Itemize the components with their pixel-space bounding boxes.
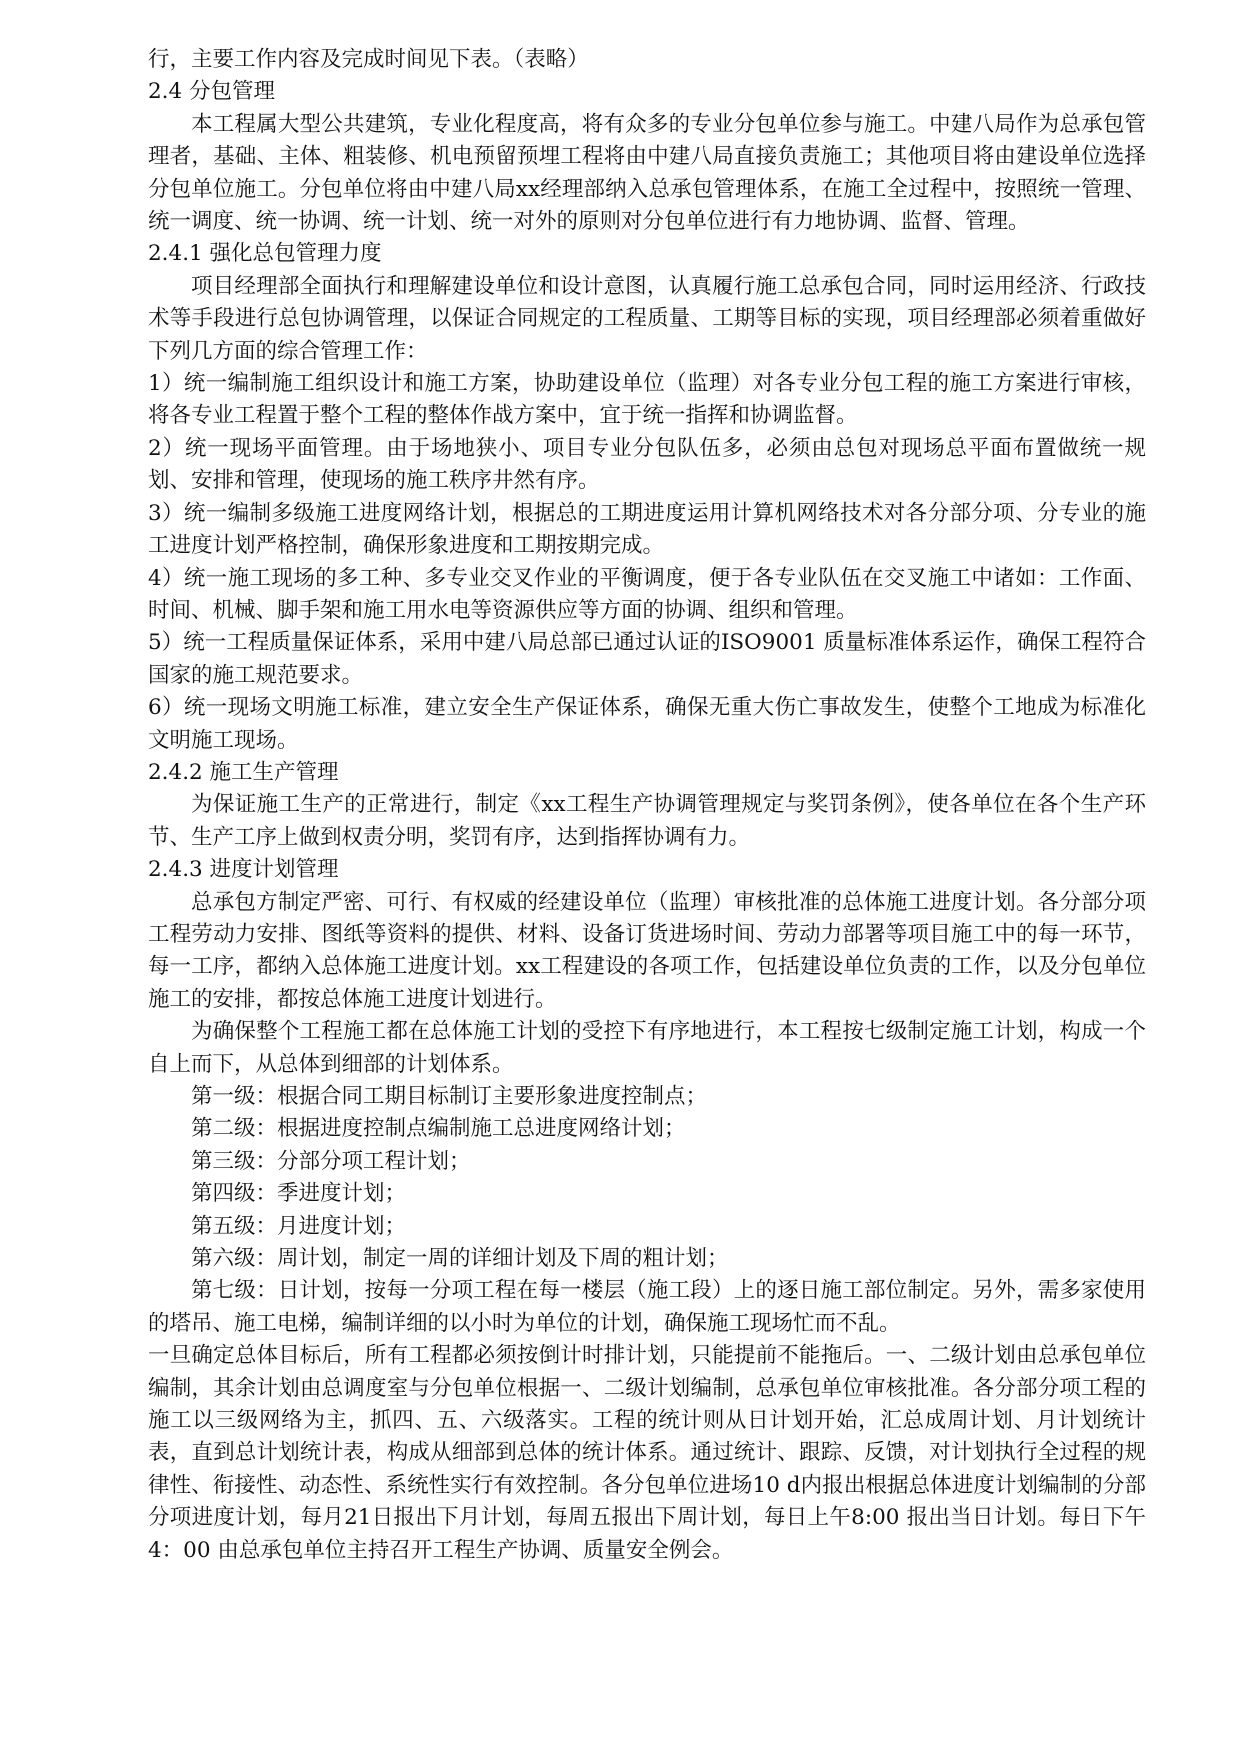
list-item: 2）统一现场平面管理。由于场地狭小、项目专业分包队伍多，必须由总包对现场总平面布置做统一规划、安排和管理，使现场的施工秩序井然有序。 xyxy=(148,435,1146,494)
level-item: 第七级：日计划，按每一分项工程在每一楼层（施工段）上的逐日施工部位制定。另外，需多家使用的塔吊、施工电梯，编制详细的以小时为单位的计划，确保施工现场忙而不乱。 xyxy=(148,1278,1146,1336)
level-item: 第二级：根据进度控制点编制施工总进度网络计划； xyxy=(191,1116,686,1142)
general-contract-paragraph: 项目经理部全面执行和理解建设单位和设计意图，认真履行施工总承包合同，同时运用经济、行政技术等手段进行总包协调管理，以保证合同规定的工程质量、工期等目标的实现，项目经理部必须着重做好下列几方面的综合管理工作： xyxy=(148,273,1146,364)
list-item: 4）统一施工现场的多工种、多专业交叉作业的平衡调度，便于各专业队伍在交叉施工中诸如：工作面、时间、机械、脚手架和施工用水电等资源供应等方面的协调、组织和管理。 xyxy=(148,565,1146,623)
section-heading-2-4: 2.4 分包管理 xyxy=(148,79,276,105)
level-item: 第五级：月进度计划； xyxy=(191,1213,407,1239)
list-item: 1）统一编制施工组织设计和施工方案，协助建设单位（监理）对各专业分包工程的施工方案进行审核，将各专业工程置于整个工程的整体作战方案中，宜于统一指挥和协调监督。 xyxy=(148,371,1146,429)
section-heading-2-4-2: 2.4.2 施工生产管理 xyxy=(148,759,339,785)
final-paragraph: 一旦确定总体目标后，所有工程都必须按倒计时排计划，只能提前不能拖后。一、二级计划由总承包单位编制，其余计划由总调度室与分包单位根据一、二级计划编制，总承包单位审核批准。各分部分项工程的施工以三级网络为主，抓四、五、六级落实。工程的统计则从日计划开始，汇总成周计划、月计划统计表，直到总计划统计表，构成从细部到总体的统计体系。通过统计、跟踪、反馈，对计划执行全过程的规律性、衔接性、动态性、系统性实行有效控制。各分包单位进场10 d内报出根据总体进度计划编制的分部分项进度计划，每月21日报出下月计划，每周五报出下周计划，每日上午8:00 报出当日计划。每日下午4：00 由总承包单位主持召开工程生产协调、质量安全例会。 xyxy=(148,1343,1146,1563)
subcontract-paragraph: 本工程属大型公共建筑，专业化程度高，将有众多的专业分包单位参与施工。中建八局作为总承包管理者，基础、主体、粗装修、机电预留预埋工程将由中建八局直接负责施工；其他项目将由建设单位选择分包单位施工。分包单位将由中建八局xx经理部纳入总承包管理体系，在施工全过程中，按照统一管理、统一调度、统一协调、统一计划、统一对外的原则对分包单位进行有力地协调、监督、管理。 xyxy=(148,111,1146,235)
level-item: 第六级：周计划，制定一周的详细计划及下周的粗计划； xyxy=(191,1246,729,1272)
production-paragraph: 为保证施工生产的正常进行，制定《xx工程生产协调管理规定与奖罚条例》，使各单位在各个生产环节、生产工序上做到权责分明，奖罚有序，达到指挥协调有力。 xyxy=(148,792,1146,850)
level-item: 第四级：季进度计划； xyxy=(191,1181,407,1207)
intro-paragraph: 行，主要工作内容及完成时间见下表。（表略） xyxy=(148,47,589,72)
list-item: 6）统一现场文明施工标准，建立安全生产保证体系，确保无重大伤亡事故发生，使整个工地成为标准化文明施工现场。 xyxy=(148,695,1146,753)
schedule-paragraph-a: 总承包方制定严密、可行、有权威的经建设单位（监理）审核批准的总体施工进度计划。各分部分项工程劳动力安排、图纸等资料的提供、材料、设备订货进场时间、劳动力部署等项目施工中的每一环节，每一工序，都纳入总体施工进度计划。xx工程建设的各项工作，包括建设单位负责的工作，以及分包单位施工的安排，都按总体施工进度计划进行。 xyxy=(148,889,1146,1012)
section-heading-2-4-1: 2.4.1 强化总包管理力度 xyxy=(148,241,382,267)
level-item: 第三级：分部分项工程计划； xyxy=(191,1148,471,1174)
section-heading-2-4-3: 2.4.3 进度计划管理 xyxy=(148,857,339,883)
list-item: 5）统一工程质量保证体系，采用中建八局总部已通过认证的ISO9001 质量标准体系运作，确保工程符合国家的施工规范要求。 xyxy=(148,630,1146,688)
level-item: 第一级：根据合同工期目标制订主要形象进度控制点； xyxy=(191,1084,708,1109)
schedule-paragraph-b: 为确保整个工程施工都在总体施工计划的受控下有序地进行，本工程按七级制定施工计划，构成一个自上而下，从总体到细部的计划体系。 xyxy=(148,1019,1146,1077)
document-page xyxy=(148,44,1146,1567)
list-item: 3）统一编制多级施工进度网络计划，根据总的工期进度运用计算机网络技术对各分部分项、分专业的施工进度计划严格控制，确保形象进度和工期按期完成。 xyxy=(148,500,1146,559)
